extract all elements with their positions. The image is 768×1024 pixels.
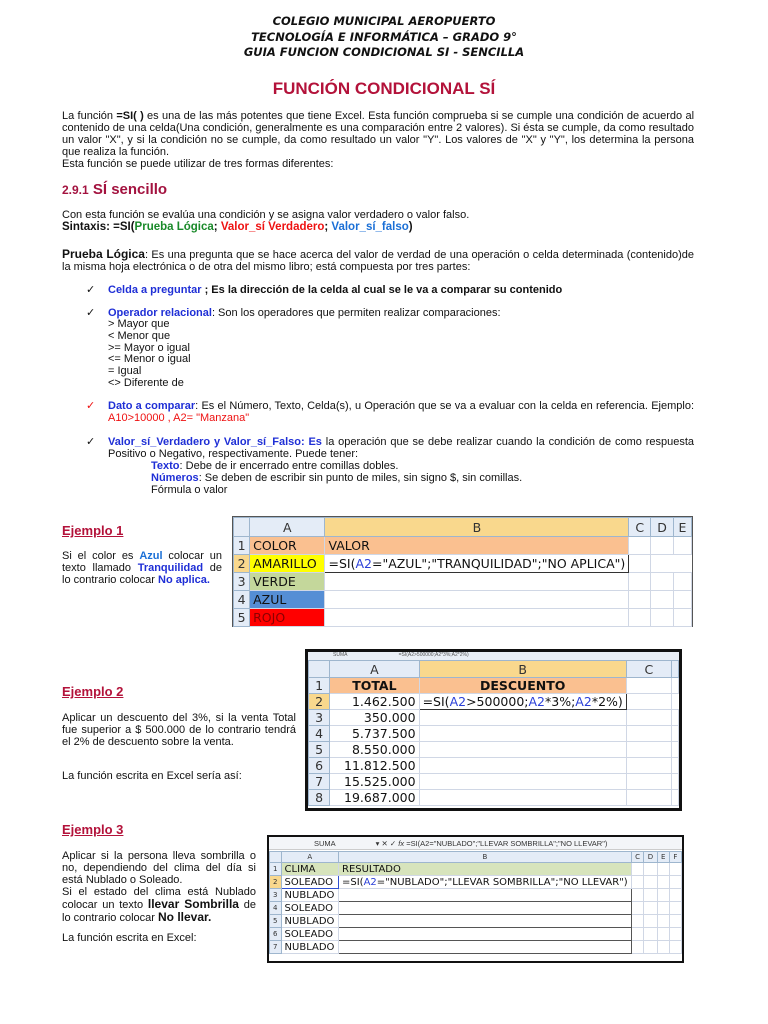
cell-d[interactable] — [651, 537, 674, 555]
row-header[interactable]: 4 — [309, 726, 330, 742]
section-heading — [62, 181, 167, 198]
cell-c — [626, 726, 671, 742]
cell — [672, 742, 679, 758]
cell — [657, 928, 669, 941]
cell — [631, 941, 644, 954]
formula-cell[interactable] — [419, 694, 626, 710]
row-header[interactable]: 5 — [309, 742, 330, 758]
table-row — [309, 661, 679, 678]
total-value[interactable]: 1.462.500 — [330, 694, 419, 710]
total-value[interactable]: 350.000 — [330, 710, 419, 726]
subject-line: TECNOLOGÍA E INFORMÁTICA – GRADO 9° — [251, 30, 517, 44]
prueba-label: Prueba Lógica — [62, 247, 145, 261]
item-label: Operador relacional — [108, 307, 212, 319]
table-row — [270, 902, 682, 915]
t: de lo contrario colocar — [62, 899, 257, 924]
cell — [669, 889, 681, 902]
column-header[interactable]: B — [419, 661, 626, 678]
cell — [657, 941, 669, 954]
item-operador — [108, 307, 698, 390]
example-2-text: Aplicar un descuento del 3%, si la venta Total fue superior a $ 500.000 de lo contrario tendrá el 2% de descuento sobre la venta. — [62, 712, 296, 748]
cell-a[interactable]: COLOR — [250, 537, 325, 555]
item-text: la operación que se debe realizar cuando la condición de como respuesta Positivo o Negativo, respectivamente. Puede tener: — [108, 436, 695, 460]
t: de lo contrario colocar — [62, 562, 223, 586]
row-header[interactable]: 7 — [309, 774, 330, 790]
cell-e[interactable] — [673, 591, 691, 609]
t: Tranquilidad — [137, 562, 204, 574]
row-header[interactable]: 1 — [270, 863, 282, 876]
column-header — [672, 661, 679, 678]
row-header[interactable]: 3 — [309, 710, 330, 726]
table-row — [234, 573, 692, 591]
cell-c — [626, 710, 671, 726]
cell — [631, 889, 644, 902]
total-value[interactable]: 19.687.000 — [330, 790, 419, 806]
table-row — [270, 852, 682, 863]
item-label: Celda a preguntar — [108, 284, 202, 296]
table-row — [234, 555, 692, 573]
row-header[interactable]: 2 — [270, 876, 282, 889]
column-header[interactable]: E — [657, 852, 669, 863]
t: No aplica. — [158, 574, 210, 586]
table-row — [270, 863, 682, 876]
example-2-formula-bar — [308, 652, 679, 660]
si-function: =SI( ) — [116, 110, 144, 122]
row-header[interactable]: 4 — [234, 591, 250, 609]
intro-text-2: Esta función se puede utilizar de tres formas diferentes: — [62, 158, 334, 170]
prueba-text: : Es una pregunta que se hace acerca del valor de verdad de una operación o celda determinada (contenido)de la misma hoja electrónica o de otra del mismo libro; está compuesta por tres partes: — [62, 249, 695, 273]
cell — [672, 758, 679, 774]
table-row — [270, 915, 682, 928]
table-row — [234, 609, 692, 627]
column-header[interactable]: A — [330, 661, 419, 678]
corner-cell — [234, 518, 250, 537]
formula-desc: Fórmula o valor — [151, 484, 228, 496]
syntax-arg-3: Valor_sí_falso — [331, 221, 409, 233]
cell — [631, 915, 644, 928]
formula-part: A2 — [363, 876, 377, 888]
clima-value[interactable]: SOLEADO — [281, 928, 338, 941]
example-3-spreadsheet — [269, 851, 682, 954]
descuento-cell[interactable] — [419, 726, 626, 742]
column-header[interactable]: C — [629, 518, 651, 537]
clima-value[interactable]: SOLEADO — [281, 902, 338, 915]
cell-e[interactable] — [673, 573, 691, 591]
cell-b[interactable]: VALOR — [325, 537, 629, 555]
row-header[interactable]: 3 — [234, 573, 250, 591]
cell — [672, 774, 679, 790]
resultado-cell[interactable] — [339, 902, 632, 915]
cell — [672, 678, 679, 694]
table-row — [309, 774, 679, 790]
example-2-text-2: La función escrita en Excel sería así: — [62, 770, 242, 782]
desc-text: Con esta función se evalúa una condición y se asigna valor verdadero o valor falso. — [62, 209, 470, 221]
operator-item: < Menor que — [108, 329, 171, 342]
example-1-text — [62, 550, 222, 586]
example-3-title: Ejemplo 3 — [62, 822, 124, 837]
cell — [657, 863, 669, 876]
cell — [644, 902, 657, 915]
cell — [631, 876, 644, 889]
page-title: FUNCIÓN CONDICIONAL SÍ — [272, 79, 496, 98]
cell — [657, 902, 669, 915]
item-label: Dato a comparar — [108, 400, 196, 412]
cell-d[interactable] — [651, 609, 674, 627]
syntax-arg-1: Prueba Lógica — [134, 221, 214, 233]
name-box[interactable]: SUMA — [314, 839, 336, 848]
table-row — [309, 758, 679, 774]
item-text: : Es el Número, Texto, Celda(s), u Operación que se va a evaluar con la celda en referencia. Ejemplo: — [195, 400, 695, 412]
example-3-text — [62, 850, 256, 944]
formula-part: =SI( — [342, 876, 364, 888]
formula-bar-text[interactable]: =SI(A2="NUBLADO";"LLEVAR SOMBRILLA";"NO LLEVAR") — [406, 839, 608, 848]
table-row — [234, 518, 692, 537]
operator-item: = Igual — [108, 365, 142, 378]
total-value[interactable]: 5.737.500 — [330, 726, 419, 742]
formula-part: A2 — [528, 694, 545, 709]
clima-value[interactable]: NUBLADO — [281, 915, 338, 928]
cell-c — [626, 678, 671, 694]
example-1-spreadsheet — [233, 517, 692, 627]
table-row — [309, 694, 679, 710]
cell-e[interactable] — [673, 609, 691, 627]
cell — [644, 876, 657, 889]
cell — [669, 915, 681, 928]
check-icon: ✓ — [86, 400, 96, 412]
table-row — [270, 928, 682, 941]
table-row — [270, 941, 682, 954]
header-clima[interactable]: CLIMA — [281, 863, 338, 876]
cell — [631, 928, 644, 941]
row-header[interactable]: 5 — [270, 915, 282, 928]
row-header[interactable]: 5 — [234, 609, 250, 627]
cell — [669, 863, 681, 876]
cell-c — [626, 790, 671, 806]
row-header[interactable]: 6 — [270, 928, 282, 941]
cell — [669, 941, 681, 954]
formula-part: A2 — [355, 556, 372, 571]
descuento-cell[interactable] — [419, 774, 626, 790]
guide-title: GUIA FUNCION CONDICIONAL SI - SENCILLA — [243, 45, 525, 59]
cell-a[interactable]: ROJO — [250, 609, 325, 627]
cell — [644, 941, 657, 954]
table-row — [309, 742, 679, 758]
resultado-cell[interactable] — [339, 941, 632, 954]
table-row — [309, 726, 679, 742]
descuento-cell[interactable] — [419, 758, 626, 774]
check-icon: ✓ — [86, 436, 96, 448]
formula-cell[interactable] — [325, 555, 629, 573]
row-header[interactable]: 2 — [234, 555, 250, 573]
cell — [672, 710, 679, 726]
sep: ) — [408, 221, 413, 233]
cell — [669, 876, 681, 889]
section-desc — [62, 209, 694, 233]
formula-part: >500000; — [466, 694, 529, 709]
cell — [657, 889, 669, 902]
cell — [644, 915, 657, 928]
formula-part: =SI( — [422, 694, 450, 709]
cell-c — [626, 774, 671, 790]
formula-part: ="AZUL";"TRANQUILIDAD";"NO APLICA") — [371, 556, 626, 571]
header-descuento[interactable]: DESCUENTO — [419, 678, 626, 694]
sep: ; — [213, 221, 221, 233]
item-text: ; Es la dirección de la celda al cual se le va a comparar su contenido — [201, 284, 563, 296]
column-header[interactable]: C — [626, 661, 671, 678]
cell-c[interactable] — [629, 591, 651, 609]
section-title: SÍ sencillo — [92, 181, 168, 198]
column-header[interactable]: B — [325, 518, 629, 537]
texto-desc: : Debe de ir encerrado entre comillas dobles. — [179, 460, 399, 472]
corner-cell — [309, 661, 330, 678]
operator-item: > Mayor que — [108, 318, 170, 330]
row-header[interactable]: 4 — [270, 902, 282, 915]
cell — [672, 726, 679, 742]
column-header[interactable]: C — [631, 852, 644, 863]
table-row — [309, 790, 679, 806]
cell — [644, 863, 657, 876]
column-header[interactable]: D — [644, 852, 657, 863]
table-row — [309, 678, 679, 694]
resultado-cell[interactable] — [339, 928, 632, 941]
row-header[interactable]: 7 — [270, 941, 282, 954]
column-header[interactable]: A — [281, 852, 338, 863]
example-1-title: Ejemplo 1 — [62, 523, 124, 538]
item-celda — [108, 284, 698, 296]
cell-a[interactable]: AZUL — [250, 591, 325, 609]
row-header[interactable]: 1 — [234, 537, 250, 555]
column-header[interactable]: D — [651, 518, 674, 537]
corner-cell — [270, 852, 282, 863]
column-header[interactable]: A — [250, 518, 325, 537]
formula-part: *3%; — [545, 694, 576, 709]
column-header[interactable]: F — [669, 852, 681, 863]
column-header[interactable]: E — [673, 518, 691, 537]
formula-part: A2 — [575, 694, 592, 709]
clima-value[interactable]: NUBLADO — [281, 941, 338, 954]
cell — [657, 876, 669, 889]
example-2-spreadsheet — [308, 660, 679, 806]
formula-part: A2 — [449, 694, 467, 709]
row-header[interactable]: 6 — [309, 758, 330, 774]
intro-text: La función — [62, 110, 117, 122]
operator-item: <= Menor o igual — [108, 353, 191, 366]
item-valor — [108, 436, 694, 496]
example-3-formula-bar — [269, 837, 682, 850]
total-value[interactable]: 15.525.000 — [330, 774, 419, 790]
valor-subitems — [108, 460, 694, 496]
cell — [644, 889, 657, 902]
check-icon: ✓ — [86, 284, 96, 296]
item-label: Valor_sí_Verdadero y Valor_sí_Falso: Es — [108, 436, 322, 448]
syntax-arg-2: Valor_sí Verdadero — [220, 221, 325, 233]
cell — [657, 915, 669, 928]
cell-c — [626, 758, 671, 774]
row-header[interactable]: 1 — [309, 678, 330, 694]
t: Aplicar si la persona lleva sombrilla o no, dependiendo del clima del día si está Nublado o Soleado. — [62, 850, 256, 886]
t: colocar un texto llamado — [62, 550, 222, 574]
texto-label: Texto — [151, 460, 180, 472]
header-resultado[interactable]: RESULTADO — [339, 863, 632, 876]
table-row — [234, 591, 692, 609]
item-dato — [108, 400, 694, 424]
table-row — [309, 710, 679, 726]
descuento-cell[interactable] — [419, 710, 626, 726]
resultado-cell[interactable] — [339, 915, 632, 928]
row-header[interactable]: 3 — [270, 889, 282, 902]
operator-list — [108, 319, 698, 390]
cell-d[interactable] — [651, 573, 674, 591]
table-row — [234, 537, 692, 555]
header-total[interactable]: TOTAL — [330, 678, 419, 694]
operator-item: <> Diferente de — [108, 376, 184, 389]
table-row — [270, 876, 682, 889]
t: Si el color es — [62, 550, 140, 562]
cell-a[interactable]: VERDE — [250, 573, 325, 591]
formula-icons: ▾ ✕ ✓ fx — [375, 839, 405, 848]
cell — [669, 928, 681, 941]
row-header[interactable]: 8 — [309, 790, 330, 806]
item-text: : Son los operadores que permiten realizar comparaciones: — [211, 307, 501, 319]
table-row — [270, 889, 682, 902]
t: La función escrita en Excel: — [62, 932, 197, 944]
cell-c — [626, 742, 671, 758]
clima-value[interactable]: SOLEADO — [281, 876, 338, 889]
cell-e[interactable] — [629, 555, 651, 573]
check-icon: ✓ — [86, 307, 96, 319]
formula-bar-text[interactable]: =SI(A2>500000;A2*3%;A2*2%) — [398, 652, 469, 658]
cell-e[interactable] — [673, 537, 691, 555]
numeros-label: Números — [151, 472, 199, 484]
numeros-desc: : Se deben de escribir sin punto de miles, sin signo $, sin comillas. — [198, 472, 523, 484]
cell-c[interactable] — [629, 537, 651, 555]
total-value[interactable]: 11.812.500 — [330, 758, 419, 774]
cell — [631, 863, 644, 876]
cell-b[interactable] — [325, 591, 629, 609]
operator-item: >= Mayor o igual — [108, 341, 190, 354]
intro-paragraph — [62, 110, 694, 170]
cell — [669, 902, 681, 915]
school-name: COLEGIO MUNICIPAL AEROPUERTO — [272, 14, 496, 28]
formula-part: ="NUBLADO";"LLEVAR SOMBRILLA";"NO LLEVAR") — [376, 876, 628, 888]
item-example: A10>10000 , A2= "Manzana" — [108, 412, 250, 424]
t: Azul — [139, 550, 163, 562]
total-value[interactable]: 8.550.000 — [330, 742, 419, 758]
intro-text: es una de las más potentes que tiene Excel. Esta función comprueba si se cumple una condición de acuerdo al contenido de una celda(Una condición, generalmente es una comparación entre 2 valores). Si ésta se cumple, da como resultado un valor "X", y si la condición no se cumple, da como resultado un valor "Y". Los valores de "X" y "Y", los determina la persona que realiza la función. — [62, 110, 695, 158]
formula-part: =SI( — [328, 556, 356, 571]
t: llevar Sombrilla — [147, 897, 239, 911]
column-header[interactable]: B — [339, 852, 632, 863]
formula-part: *2%) — [591, 694, 623, 709]
resultado-cell[interactable] — [339, 889, 632, 902]
syntax — [62, 221, 413, 233]
cell-c[interactable] — [629, 573, 651, 591]
cell-a[interactable]: AMARILLO — [250, 555, 325, 573]
cell-d[interactable] — [651, 591, 674, 609]
cell — [626, 694, 671, 710]
prueba-paragraph — [62, 248, 694, 273]
clima-value[interactable]: NUBLADO — [281, 889, 338, 902]
cell-c[interactable] — [629, 609, 651, 627]
sep: ; — [324, 221, 332, 233]
section-number: 2.9.1 — [62, 183, 89, 197]
t: Si el estado del clima está Nublado colocar un texto — [62, 886, 256, 911]
descuento-cell[interactable] — [419, 790, 626, 806]
cell-b[interactable] — [325, 573, 629, 591]
t: No llevar. — [158, 910, 212, 924]
syntax-label: Sintaxis: =SI( — [62, 221, 135, 233]
name-box[interactable]: SUMA — [333, 652, 348, 658]
formula-cell[interactable] — [339, 876, 632, 889]
example-2-title: Ejemplo 2 — [62, 684, 124, 699]
cell-b[interactable] — [325, 609, 629, 627]
descuento-cell[interactable] — [419, 742, 626, 758]
row-header[interactable]: 2 — [309, 694, 330, 710]
cell — [644, 928, 657, 941]
cell — [631, 902, 644, 915]
cell — [672, 790, 679, 806]
